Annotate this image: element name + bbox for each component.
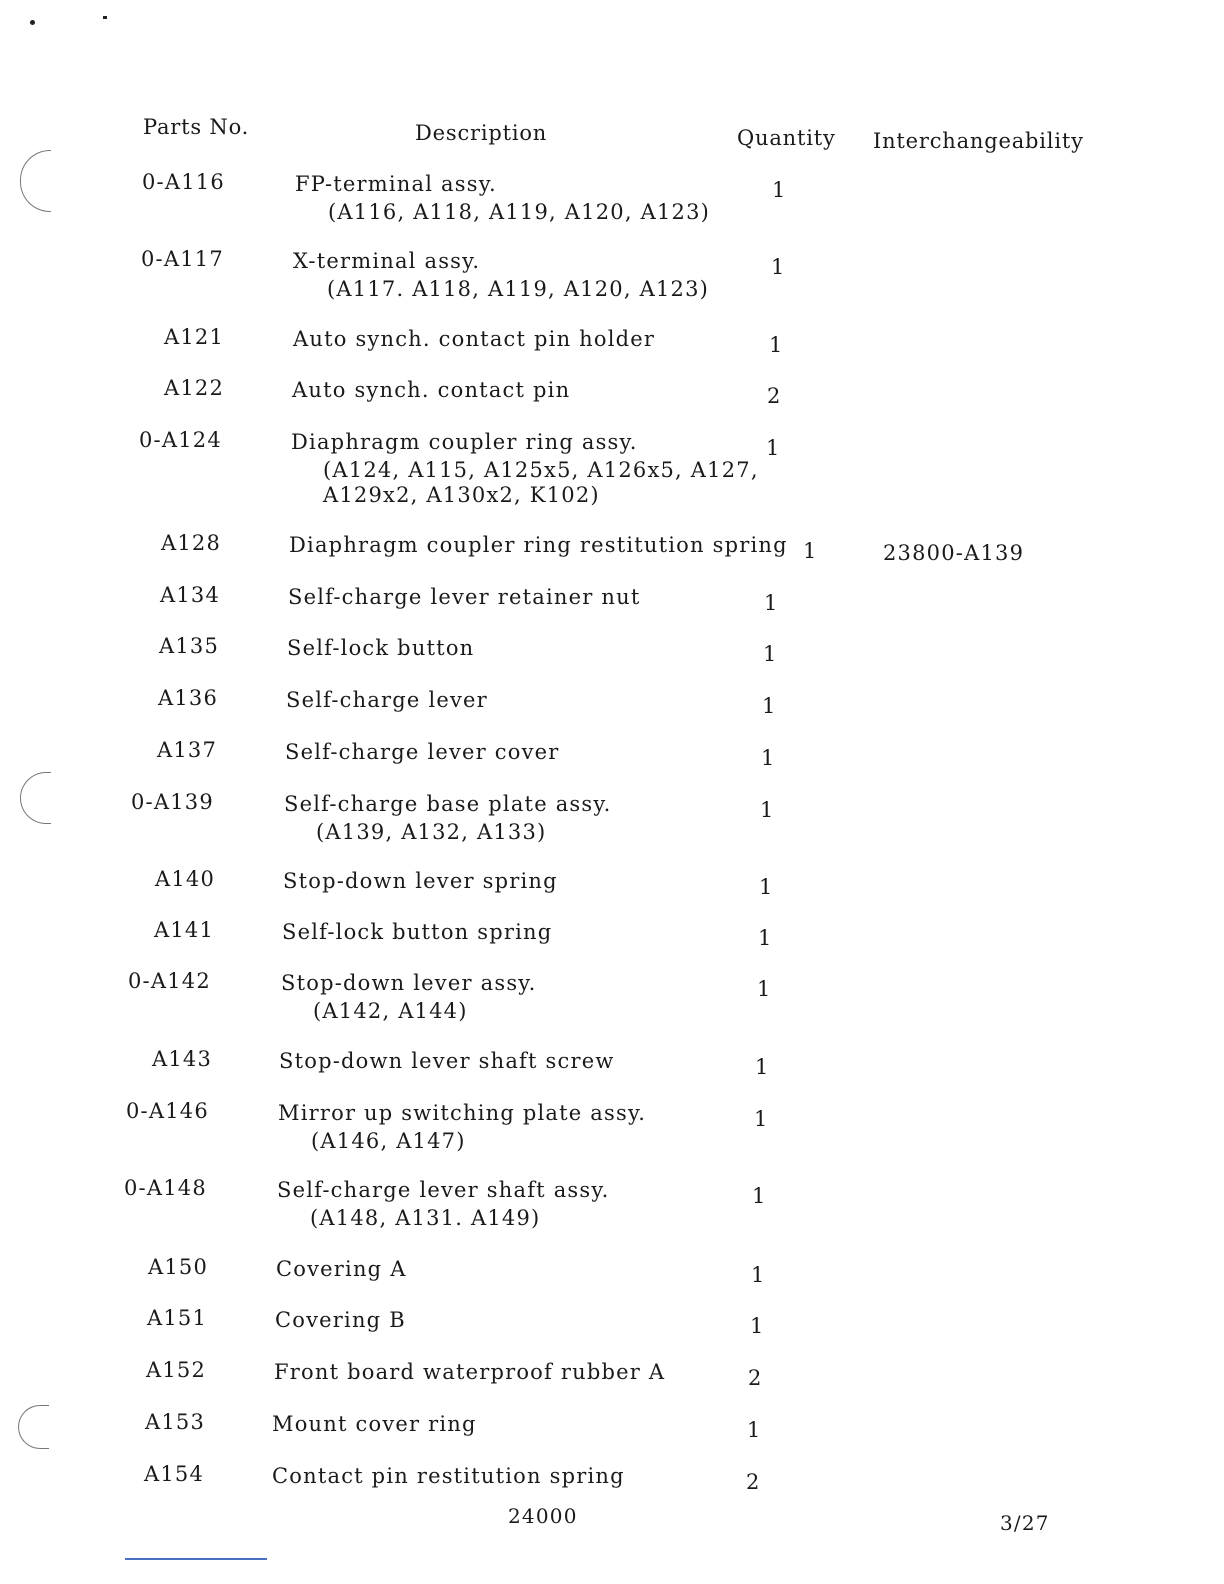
part-number: A121 — [164, 325, 225, 349]
part-description: Front board waterproof rubber A — [274, 1360, 666, 1384]
scan-speck — [103, 16, 107, 19]
header-interchangeability: Interchangeability — [873, 129, 1084, 153]
part-number: A153 — [145, 1410, 206, 1434]
part-quantity: 1 — [772, 178, 787, 202]
part-quantity: 1 — [769, 333, 784, 357]
footer-catalog-number: 24000 — [508, 1504, 578, 1528]
part-quantity: 1 — [760, 798, 775, 822]
part-description: Self-charge lever — [286, 688, 488, 712]
part-number: A122 — [164, 376, 225, 400]
part-quantity: 1 — [763, 642, 778, 666]
part-quantity: 1 — [771, 255, 786, 279]
part-number: A151 — [147, 1306, 208, 1330]
page-number: 3/27 — [1000, 1511, 1050, 1535]
part-description: Mirror up switching plate assy. — [278, 1101, 647, 1125]
part-description: Diaphragm coupler ring assy. — [291, 430, 638, 454]
subassembly-components: (A124, A115, A125x5, A126x5, A127, — [323, 458, 759, 482]
part-quantity: 1 — [758, 926, 773, 950]
subassembly-components: (A116, A118, A119, A120, A123) — [328, 200, 711, 224]
part-description: Auto synch. contact pin holder — [293, 327, 656, 351]
part-quantity: 1 — [751, 1263, 766, 1287]
part-number: A135 — [159, 634, 220, 658]
part-description: Self-charge base plate assy. — [284, 792, 612, 816]
part-number: A154 — [144, 1462, 205, 1486]
part-quantity: 1 — [757, 977, 772, 1001]
part-quantity: 1 — [750, 1314, 765, 1338]
part-quantity: 1 — [761, 746, 776, 770]
subassembly-components: (A139, A132, A133) — [316, 820, 547, 844]
part-quantity: 1 — [747, 1418, 762, 1442]
part-description: Covering A — [276, 1257, 407, 1281]
part-quantity: 1 — [766, 436, 781, 460]
part-description: Mount cover ring — [272, 1412, 477, 1436]
part-quantity: 1 — [803, 539, 818, 563]
part-number: A141 — [154, 918, 215, 942]
part-number: A128 — [161, 531, 222, 555]
part-number: A134 — [160, 583, 221, 607]
part-quantity: 1 — [762, 694, 777, 718]
part-number: 0-A142 — [128, 969, 211, 993]
part-description: Contact pin restitution spring — [272, 1464, 625, 1488]
part-description: FP-terminal assy. — [295, 172, 497, 196]
part-quantity: 2 — [748, 1366, 763, 1390]
part-description: Self-lock button — [287, 636, 475, 660]
part-number: 0-A116 — [142, 170, 225, 194]
subassembly-components: (A142, A144) — [313, 999, 468, 1023]
part-number: 0-A139 — [131, 790, 214, 814]
part-quantity: 1 — [752, 1184, 767, 1208]
scan-speck — [30, 20, 35, 25]
part-quantity: 1 — [755, 1055, 770, 1079]
subassembly-components: A129x2, A130x2, K102) — [323, 483, 600, 507]
subassembly-components: (A117. A118, A119, A120, A123) — [327, 277, 710, 301]
part-description: Stop-down lever assy. — [281, 971, 537, 995]
part-number: 0-A117 — [141, 247, 224, 271]
part-number: A137 — [157, 738, 218, 762]
part-number: A152 — [146, 1358, 207, 1382]
part-description: Stop-down lever shaft screw — [279, 1049, 615, 1073]
part-quantity: 1 — [754, 1107, 769, 1131]
part-description: Self-charge lever cover — [285, 740, 560, 764]
part-description: Self-charge lever shaft assy. — [277, 1178, 610, 1202]
part-description: Self-lock button spring — [282, 920, 553, 944]
part-description: Self-charge lever retainer nut — [288, 585, 641, 609]
part-description: Diaphragm coupler ring restitution spring — [289, 533, 788, 557]
part-number: A136 — [158, 686, 219, 710]
part-description: Covering B — [275, 1308, 406, 1332]
part-interchangeability: 23800-A139 — [883, 541, 1025, 565]
header-parts-no: Parts No. — [143, 115, 250, 139]
blue-underline — [125, 1558, 267, 1560]
binding-hole-mark — [18, 1405, 49, 1449]
binding-hole-mark — [20, 150, 51, 212]
header-description: Description — [415, 121, 548, 145]
part-description: Auto synch. contact pin — [292, 378, 571, 402]
part-number: 0-A124 — [139, 428, 222, 452]
part-quantity: 1 — [764, 591, 779, 615]
part-quantity: 2 — [746, 1470, 761, 1494]
part-number: 0-A146 — [126, 1099, 209, 1123]
part-description: Stop-down lever spring — [283, 869, 558, 893]
part-description: X-terminal assy. — [293, 249, 481, 273]
part-quantity: 2 — [767, 384, 782, 408]
part-number: 0-A148 — [124, 1176, 207, 1200]
header-quantity: Quantity — [737, 126, 836, 150]
part-number: A150 — [148, 1255, 209, 1279]
part-number: A143 — [152, 1047, 213, 1071]
part-number: A140 — [155, 867, 216, 891]
part-quantity: 1 — [759, 875, 774, 899]
binding-hole-mark — [20, 772, 51, 824]
subassembly-components: (A146, A147) — [311, 1129, 466, 1153]
subassembly-components: (A148, A131. A149) — [310, 1206, 541, 1230]
